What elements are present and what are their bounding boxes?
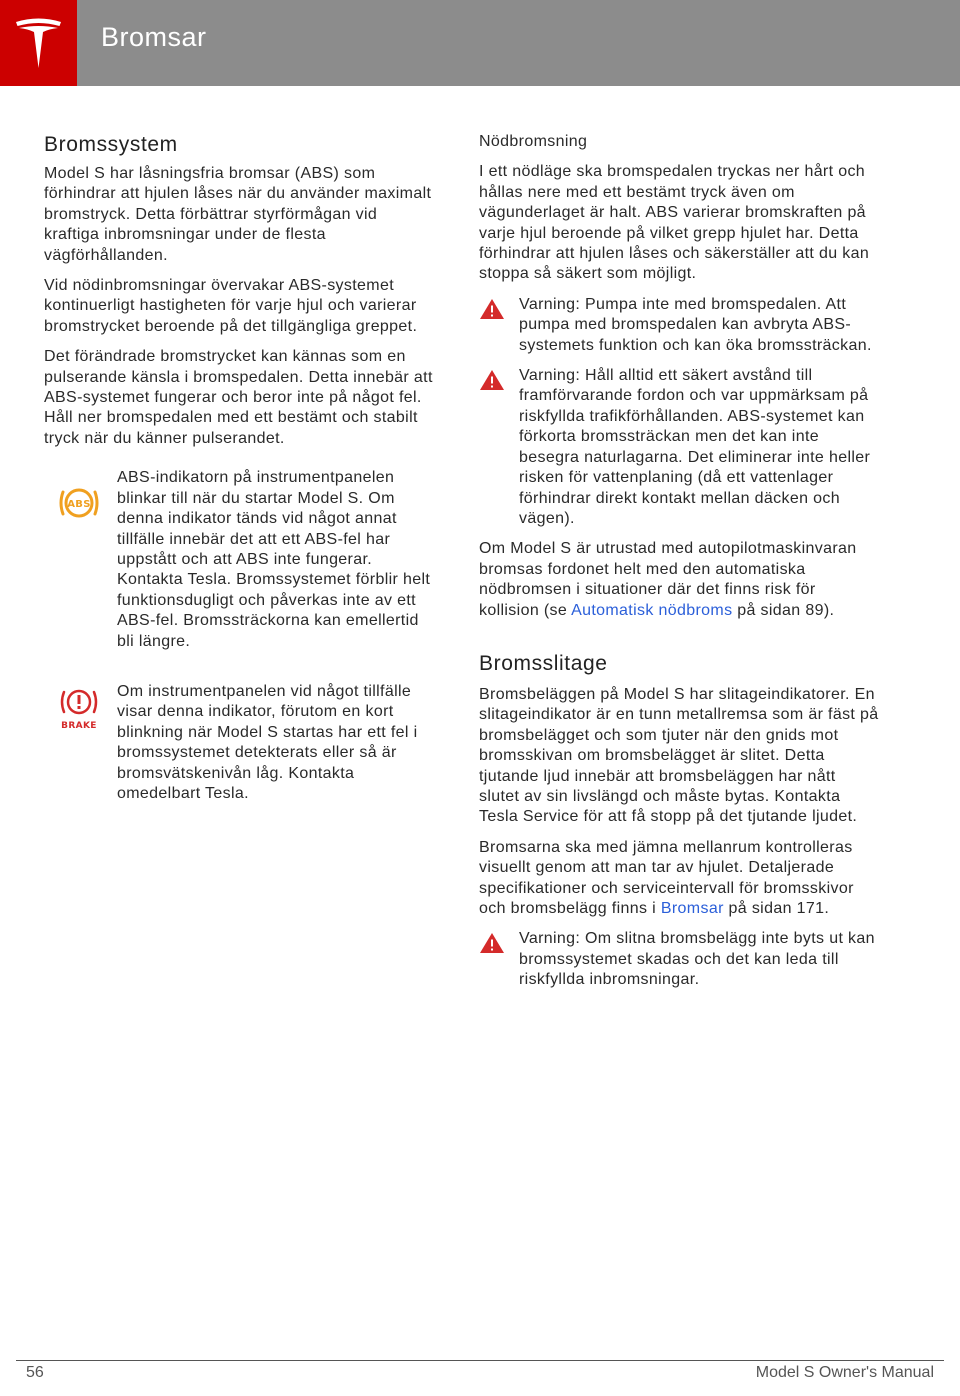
right-column [479, 132, 879, 1001]
abs-icon-label: ABS [67, 499, 91, 511]
warning-block [479, 929, 879, 990]
tesla-logo-icon [13, 16, 64, 70]
section-heading-bromsslitage: Bromsslitage [479, 651, 608, 675]
paragraph: Model S har låsningsfria bromsar (ABS) som förhindrar att hjulen låses när du använder maximalt bromstryck. Detta förbättrar styrförmågan vid kraftiga inbromsningar under de flesta vägförhållanden. [44, 165, 432, 264]
page-header [0, 0, 960, 86]
paragraph-inspection [479, 838, 879, 920]
paragraph-text: Bromsarna ska med jämna mellanrum kontrolleras visuellt genom att man tar av hjulet. Detaljerade specifikationer och serviceintervall för bromsskivor och bromsbelägg finns i [479, 838, 854, 917]
page-number: 56 [26, 1364, 44, 1381]
abs-indicator-block [44, 468, 436, 652]
link-automatisk-nodbroms[interactable]: Automatisk nödbroms [571, 601, 733, 619]
footer-divider [16, 1360, 944, 1361]
warning-triangle-icon [479, 932, 505, 954]
warning-text: Varning: Håll alltid ett säkert avstånd till framförvarande fordon och var uppmärksam på riskfyllda trafikförhållanden. ABS-systemet kan förkorta bromssträckan men det kan inte besegra naturlagarna. Det eliminerar inte heller risken för vattenplaning (då ett vattenlager förhindrar direkt kontakt mellan däcken och vägen). [519, 367, 871, 527]
left-column [44, 132, 436, 804]
paragraph-autopilot [479, 539, 879, 621]
paragraph: I ett nödläge ska bromspedalen tryckas ner hårt och hållas nere med ett bestämt tryck även om vägunderlaget är halt. ABS varierar bromskraften på varje hjul beroende på vilket grepp hjulet har. Detta förhindrar att hjulen låses och säkerställer att du kan stoppa så säkert som möjligt. [479, 163, 870, 283]
page-title: Bromsar [101, 22, 207, 52]
section-heading-bromssystem: Bromssystem [44, 133, 178, 156]
brake-indicator-text: Om instrumentpanelen vid något tillfälle visar denna indikator, förutom en kort blinkning när Model S startas har ett fel i bromssystemet detekterats eller så är bromsvätskenivån låg. Kontakta omedelbart Tesla. [117, 682, 418, 802]
manual-title: Model S Owner's Manual [755, 1364, 934, 1381]
link-bromsar[interactable]: Bromsar [660, 900, 724, 917]
logo-box [0, 0, 77, 86]
warning-triangle-icon [479, 298, 505, 320]
warning-text: Varning: Pumpa inte med bromspedalen. Att pumpa med bromspedalen kan avbryta ABS-systemets funktion och kan öka bromssträckan. [519, 295, 872, 354]
paragraph-text: på sidan 171. [723, 900, 830, 917]
abs-indicator-text: ABS-indikatorn på instrumentpanelen blinkar till när du startar Model S. Om denna indikator tänds vid något annat tillfälle innebär det att ett ABS-fel har uppstått och att ABS inte fungerar. Kontakta Tesla. Bromssystemet förblir helt funktionsdugligt och påverkas inte av ett ABS-fel. Bromssträckorna kan emellertid bli längre. [117, 469, 431, 650]
brake-warning-icon [57, 686, 101, 734]
warning-text: Varning: Om slitna bromsbelägg inte byts ut kan bromssystemet skadas och det kan leda till riskfyllda inbromsningar. [519, 930, 875, 989]
paragraph-text: Om Model S är utrustad med autopilotmaskinvaran bromsas fordonet helt med den automatiska nödbromsen i situationer där det finns risk för kollision (se [479, 540, 857, 619]
brake-indicator-block [44, 682, 436, 804]
paragraph: Vid nödinbromsningar övervakar ABS-systemet kontinuerligt hastigheten för varje hjul och varierar bromstrycket beroende på det tillgängliga greppet. [44, 277, 418, 335]
subheading-nodbromsning: Nödbromsning [479, 133, 588, 150]
brake-icon-label: BRAKE [61, 720, 97, 731]
warning-block [479, 295, 879, 356]
warning-triangle-icon [479, 369, 505, 391]
paragraph: Bromsbeläggen på Model S har slitageindikatorer. En slitageindikator är en tunn metallremsa som är fäst på bromsbelägget och som tjuter när den gnids mot bromsskivan om bromsbelägget är slitet. Detta tjutande ljud innebär att bromsbeläggen har nått slutet av sin livslängd och måste bytas. Kontakta Tesla Service för att få stopp på det tjutande ljudet. [479, 685, 879, 826]
paragraph-text: på sidan 89). [732, 601, 835, 619]
warning-block [479, 366, 879, 529]
paragraph: Det förändrade bromstrycket kan kännas som en pulserande känsla i bromspedalen. Detta innebär att ABS-systemet fungerar och beror inte på något fel. Håll ner bromspedalen med ett bestämt och stabilt tryck när du känner pulserandet. [44, 348, 433, 447]
abs-warning-icon [58, 482, 100, 524]
